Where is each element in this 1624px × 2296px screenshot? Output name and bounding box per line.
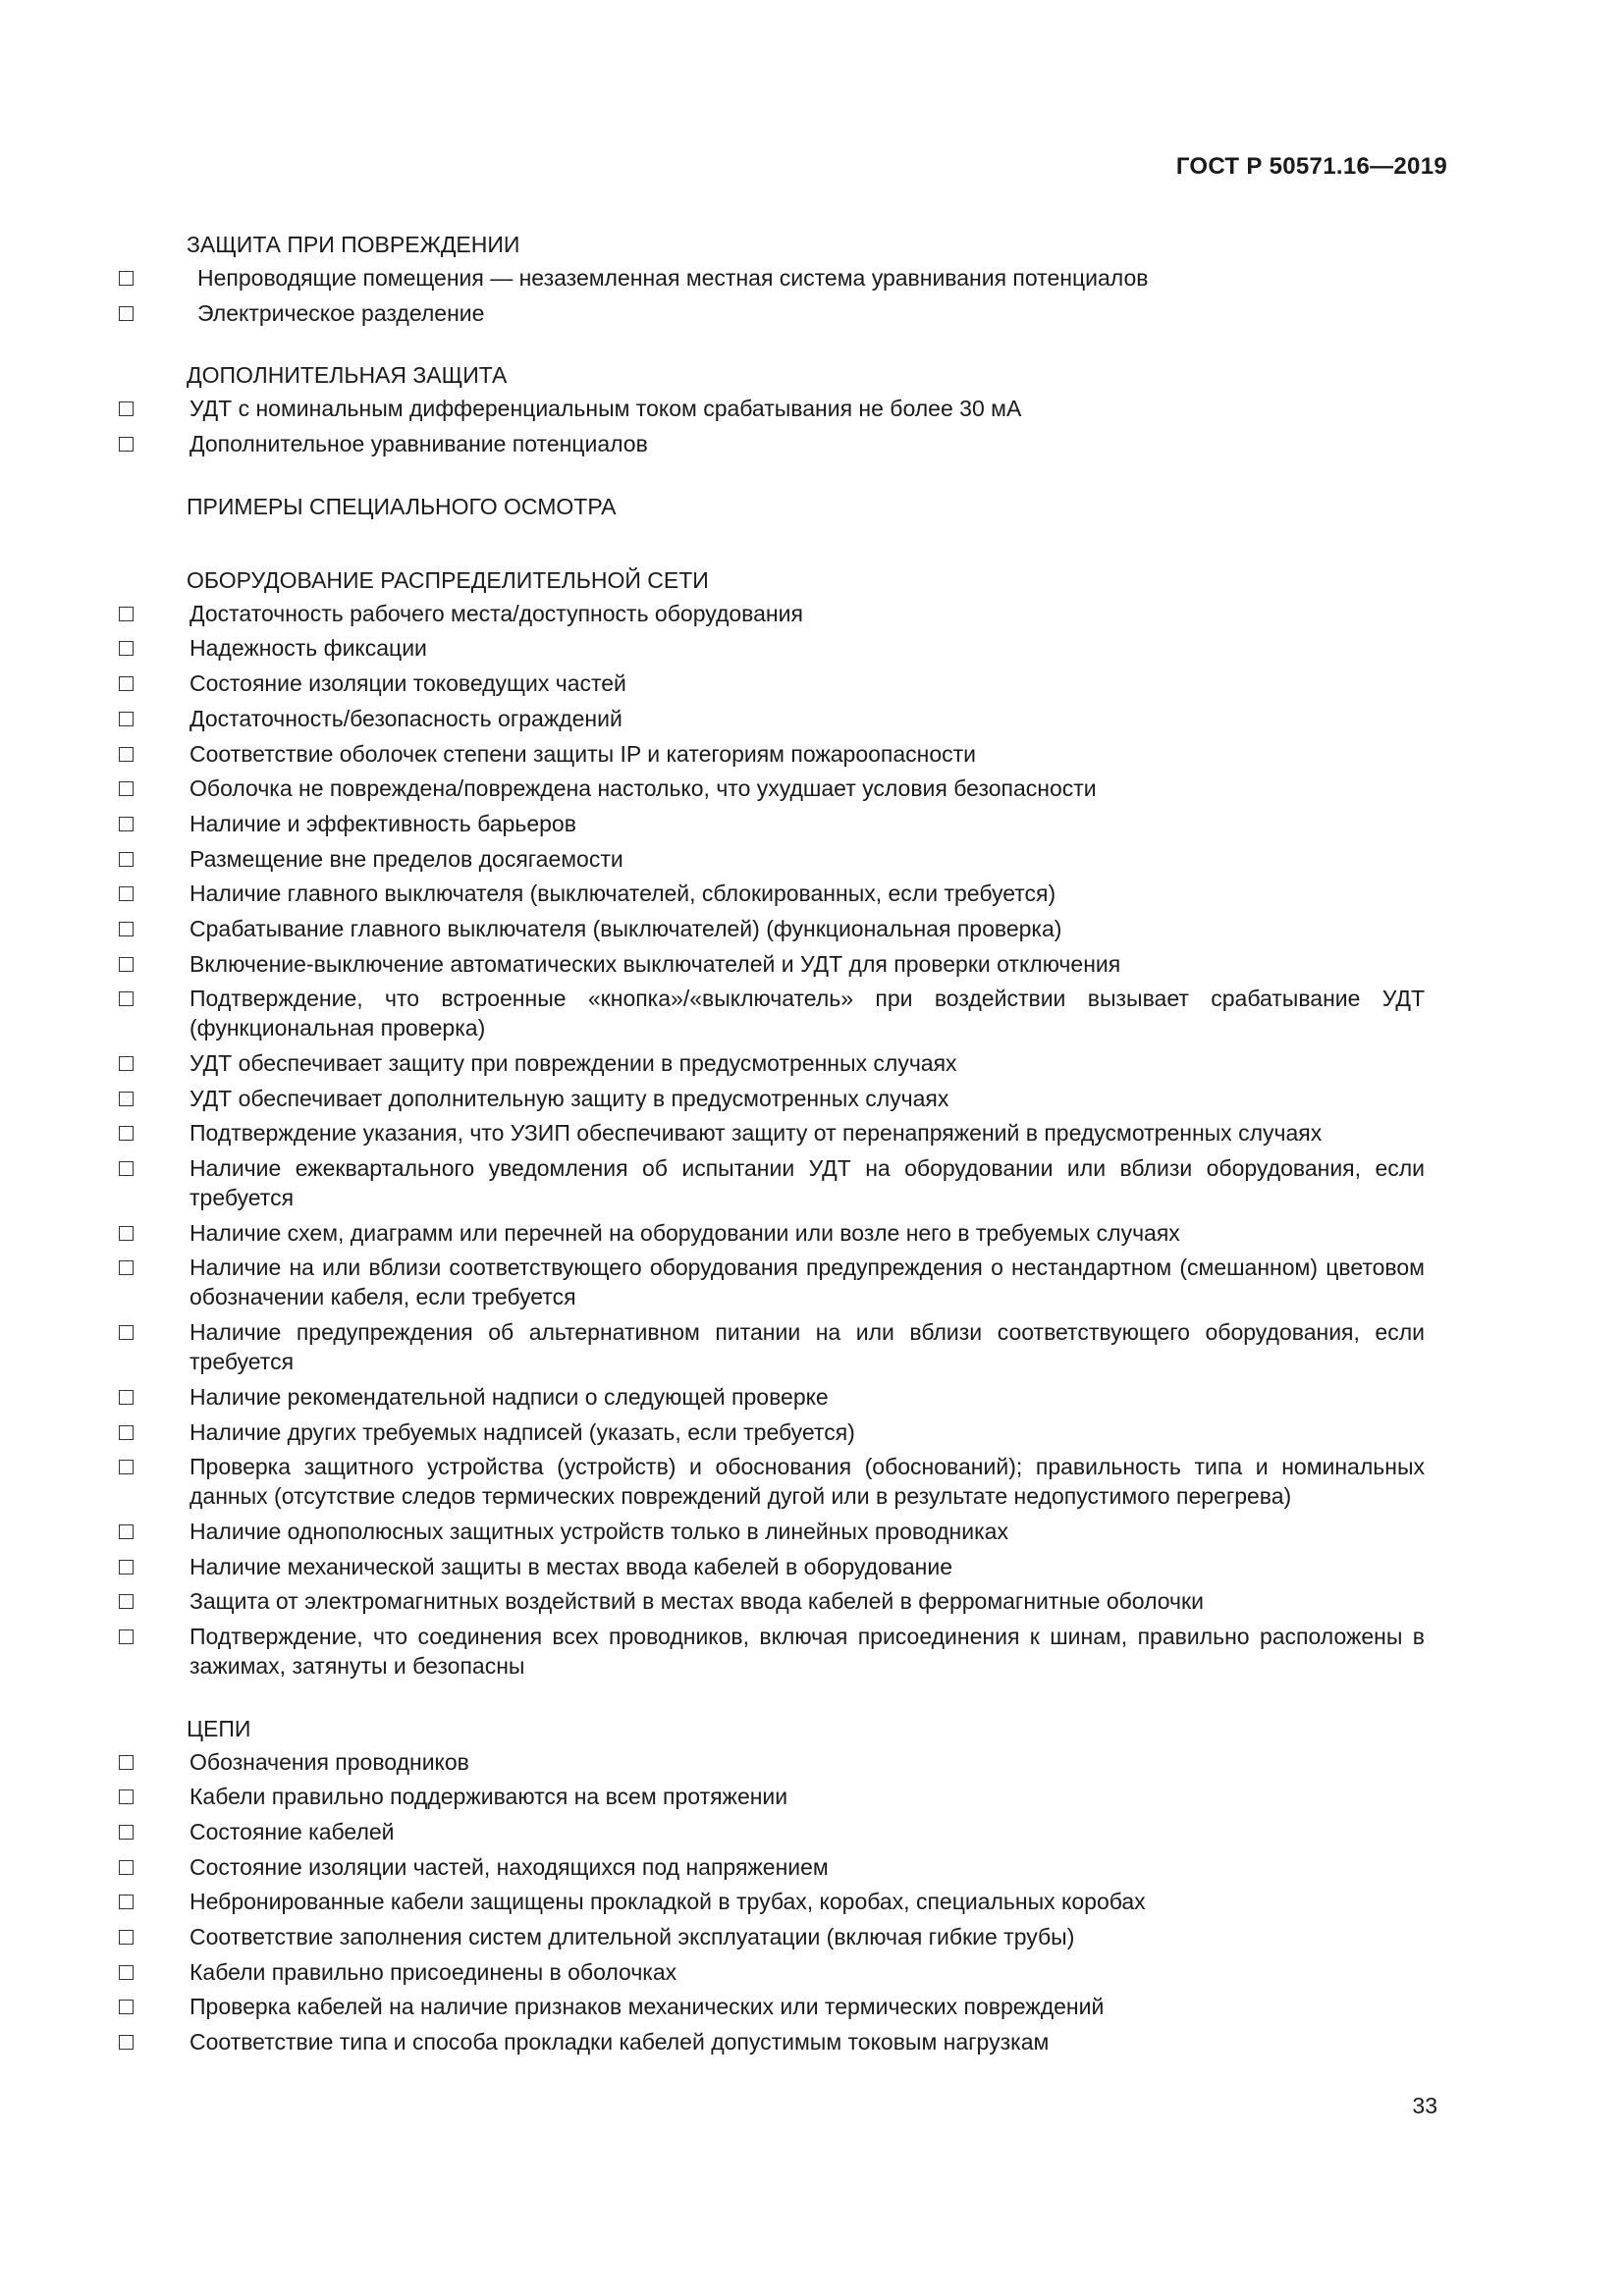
checklist-item-text: Кабели правильно поддерживаются на всем протяжении bbox=[189, 1784, 788, 1810]
section-heading: ОБОРУДОВАНИЕ РАСПРЕДЕЛИТЕЛЬНОЙ СЕТИ bbox=[187, 566, 709, 593]
checklist-item-text: Оболочка не повреждена/повреждена настолько, что ухудшает условия безопасности bbox=[189, 775, 1097, 802]
checklist-section bbox=[0, 228, 1624, 332]
checklist-content bbox=[0, 228, 1624, 2088]
checkbox[interactable] bbox=[119, 1161, 134, 1176]
checklist-item bbox=[0, 598, 1624, 633]
checkbox[interactable] bbox=[119, 641, 134, 656]
checklist-item-text: Наличие рекомендательной надписи о следующей проверке bbox=[189, 1383, 829, 1410]
checklist-item bbox=[0, 983, 1624, 1047]
checklist-item bbox=[0, 262, 1624, 297]
checklist-item-text: Достаточность/безопасность ограждений bbox=[189, 705, 623, 731]
checklist-item bbox=[0, 843, 1624, 879]
checklist-item bbox=[0, 1886, 1624, 1921]
checklist-item-text: Подтверждение указания, что УЗИП обеспечивают защиту от перенапряжений в предусмотренных случаях bbox=[189, 1120, 1323, 1147]
checklist-item-text: Подтверждение, что встроенные «кнопка»/«выключатель» при воздействии вызывает срабатывание УДТ (функциональная проверка) bbox=[189, 986, 1425, 1041]
checkbox[interactable] bbox=[119, 2035, 134, 2050]
checklist-item bbox=[0, 773, 1624, 808]
checklist-item bbox=[0, 738, 1624, 774]
checklist-item bbox=[0, 1551, 1624, 1586]
checkbox[interactable] bbox=[119, 1560, 134, 1575]
checkbox[interactable] bbox=[119, 817, 134, 831]
checkbox[interactable] bbox=[119, 1860, 134, 1875]
section-heading: ДОПОЛНИТЕЛЬНАЯ ЗАЩИТА bbox=[187, 362, 508, 389]
checkbox[interactable] bbox=[119, 1092, 134, 1106]
document-header: ГОСТ Р 50571.16—2019 bbox=[1175, 153, 1447, 180]
checkbox[interactable] bbox=[119, 1226, 134, 1241]
checklist-item-text: УДТ с номинальным дифференциальным током срабатывания не более 30 мА bbox=[189, 396, 1022, 422]
checklist-item bbox=[0, 667, 1624, 703]
checkbox[interactable] bbox=[119, 401, 134, 416]
checklist-item bbox=[0, 1816, 1624, 1851]
checklist-item bbox=[0, 1851, 1624, 1887]
checklist-item-text: Электрическое разделение bbox=[197, 299, 485, 326]
checklist-item-text: Дополнительное уравнивание потенциалов bbox=[189, 431, 648, 457]
checkbox[interactable] bbox=[119, 1425, 134, 1440]
checklist-item-text: Состояние кабелей bbox=[189, 1819, 395, 1844]
checklist-item-text: Наличие главного выключателя (выключателей, сблокированных, если требуется) bbox=[189, 881, 1056, 907]
checkbox[interactable] bbox=[119, 1930, 134, 1945]
checklist-item-text: Небронированные кабели защищены прокладкой в трубах, коробах, специальных коробах bbox=[189, 1889, 1146, 1915]
checklist-item-text: Соответствие заполнения систем длительной эксплуатации (включая гибкие трубы) bbox=[189, 1924, 1075, 1950]
checkbox[interactable] bbox=[119, 1825, 134, 1840]
checklist-item-text: Соответствие типа и способа прокладки кабелей допустимым токовым нагрузкам bbox=[189, 2029, 1050, 2056]
checklist-item-text: Наличие механической защиты в местах ввода кабелей в оборудование bbox=[189, 1553, 952, 1579]
checklist-item-text: Соответствие оболочек степени защиты IP и категориям пожароопасности bbox=[189, 740, 977, 767]
checklist-item bbox=[0, 948, 1624, 984]
checkbox[interactable] bbox=[119, 1056, 134, 1071]
checklist-item bbox=[0, 2026, 1624, 2061]
checklist-item bbox=[0, 1152, 1624, 1217]
checklist-item bbox=[0, 1516, 1624, 1551]
checkbox[interactable] bbox=[119, 1390, 134, 1405]
checklist-item bbox=[0, 1621, 1624, 1685]
checkbox[interactable] bbox=[119, 781, 134, 796]
checklist-item bbox=[0, 1451, 1624, 1516]
checkbox[interactable] bbox=[119, 1755, 134, 1770]
checkbox[interactable] bbox=[119, 747, 134, 762]
checklist-item-text: Наличие других требуемых надписей (указать, если требуется) bbox=[189, 1418, 855, 1445]
checkbox[interactable] bbox=[119, 607, 134, 621]
checklist-item bbox=[0, 1991, 1624, 2026]
checkbox[interactable] bbox=[119, 886, 134, 901]
section-heading: ЗАЩИТА ПРИ ПОВРЕЖДЕНИИ bbox=[187, 232, 520, 257]
checkbox[interactable] bbox=[119, 991, 134, 1006]
checklist-item-text: Проверка защитного устройства (устройств) и обоснования (обоснований); правильность типа и номинальных данных (отсутствие следов термических повреждений дугой или в результате недопустимого перегрева) bbox=[189, 1454, 1425, 1510]
checkbox[interactable] bbox=[119, 437, 134, 452]
checklist-item bbox=[0, 1585, 1624, 1621]
checkbox[interactable] bbox=[119, 922, 134, 936]
checkbox[interactable] bbox=[119, 271, 134, 286]
checkbox[interactable] bbox=[119, 1594, 134, 1609]
checklist-item bbox=[0, 1746, 1624, 1782]
checkbox[interactable] bbox=[119, 306, 134, 321]
checklist-item-text: Кабели правильно присоединены в оболочках bbox=[189, 1958, 677, 1985]
checklist-item-text: Срабатывание главного выключателя (выключателей) (функциональная проверка) bbox=[189, 915, 1062, 941]
section-heading: ПРИМЕРЫ СПЕЦИАЛЬНОГО ОСМОТРА bbox=[187, 493, 617, 519]
checklist-item bbox=[0, 1217, 1624, 1253]
checkbox[interactable] bbox=[119, 1524, 134, 1539]
checklist-item-text: Размещение вне пределов досягаемости bbox=[189, 845, 623, 872]
checklist-item bbox=[0, 393, 1624, 428]
checklist-item bbox=[0, 1416, 1624, 1452]
checkbox[interactable] bbox=[119, 1895, 134, 1909]
checklist-item bbox=[0, 297, 1624, 333]
checkbox[interactable] bbox=[119, 1629, 134, 1644]
page-number: 33 bbox=[1412, 2093, 1437, 2118]
checklist-item-text: Наличие и эффективность барьеров bbox=[189, 810, 576, 836]
checklist-item bbox=[0, 878, 1624, 913]
checkbox[interactable] bbox=[119, 712, 134, 726]
checklist-item bbox=[0, 1117, 1624, 1152]
checklist-item-text: УДТ обеспечивает дополнительную защиту в предусмотренных случаях bbox=[189, 1085, 949, 1111]
checklist-item bbox=[0, 808, 1624, 843]
checklist-item bbox=[0, 1252, 1624, 1316]
checklist-item-text: Состояние изоляции токоведущих частей bbox=[189, 670, 626, 697]
checklist-item-text: Наличие схем, диаграмм или перечней на оборудовании или возле него в требуемых случаях bbox=[189, 1219, 1180, 1246]
checkbox[interactable] bbox=[119, 957, 134, 972]
checklist-item-text: Включение-выключение автоматических выключателей и УДТ для проверки отключения bbox=[189, 950, 1121, 977]
checkbox[interactable] bbox=[119, 1965, 134, 1980]
checklist-item-text: Подтверждение, что соединения всех проводников, включая присоединения к шинам, правильно расположены в зажимах, затянуты и безопасны bbox=[189, 1623, 1425, 1679]
checklist-item bbox=[0, 632, 1624, 667]
checklist-item-text: Достаточность рабочего места/доступность оборудования bbox=[189, 600, 803, 626]
checklist-section bbox=[0, 563, 1624, 1685]
section-heading: ЦЕПИ bbox=[187, 1715, 251, 1741]
checklist-item-text: Защита от электромагнитных воздействий в местах ввода кабелей в ферромагнитные оболочки bbox=[189, 1588, 1204, 1615]
checkbox[interactable] bbox=[119, 1126, 134, 1141]
checkbox[interactable] bbox=[119, 1460, 134, 1474]
checklist-item-text: Непроводящие помещения — незаземленная местная система уравнивания потенциалов bbox=[197, 265, 1149, 291]
checkbox[interactable] bbox=[119, 1260, 134, 1275]
checklist-item bbox=[0, 1083, 1624, 1118]
checklist-item bbox=[0, 1956, 1624, 1992]
checkbox[interactable] bbox=[119, 852, 134, 867]
checklist-item bbox=[0, 1921, 1624, 1956]
checklist-section bbox=[0, 1712, 1624, 2061]
checklist-section bbox=[0, 490, 1624, 524]
checklist-item-text: Обозначения проводников bbox=[189, 1748, 469, 1775]
checklist-item bbox=[0, 703, 1624, 738]
checklist-item-text: Наличие ежеквартального уведомления об испытании УДТ на оборудовании или вблизи оборудования, если требуется bbox=[189, 1155, 1425, 1211]
checkbox[interactable] bbox=[119, 676, 134, 691]
checklist-item-text: Наличие на или вблизи соответствующего оборудования предупреждения о нестандартном (смешанном) цветовом обозначении кабеля, если требуется bbox=[189, 1255, 1425, 1310]
checklist-item bbox=[0, 1047, 1624, 1083]
checklist-item-text: Проверка кабелей на наличие признаков механических или термических повреждений bbox=[189, 1994, 1105, 2020]
checkbox[interactable] bbox=[119, 2000, 134, 2014]
checklist-item bbox=[0, 1781, 1624, 1816]
checkbox[interactable] bbox=[119, 1789, 134, 1804]
checklist-item bbox=[0, 1381, 1624, 1416]
checklist-item-text: Наличие однополюсных защитных устройств только в линейных проводниках bbox=[189, 1518, 1008, 1544]
checklist-item bbox=[0, 428, 1624, 463]
checklist-item-text: Надежность фиксации bbox=[189, 635, 427, 662]
checklist-item-text: УДТ обеспечивает защиту при повреждении в предусмотренных случаях bbox=[189, 1050, 957, 1076]
checklist-section bbox=[0, 358, 1624, 462]
checklist-item-text: Состояние изоляции частей, находящихся под напряжением bbox=[189, 1853, 829, 1880]
checkbox[interactable] bbox=[119, 1325, 134, 1340]
checklist-item bbox=[0, 1316, 1624, 1381]
checklist-item-text: Наличие предупреждения об альтернативном питании на или вблизи соответствующего оборудования, если требуется bbox=[189, 1319, 1425, 1375]
checklist-item bbox=[0, 913, 1624, 948]
